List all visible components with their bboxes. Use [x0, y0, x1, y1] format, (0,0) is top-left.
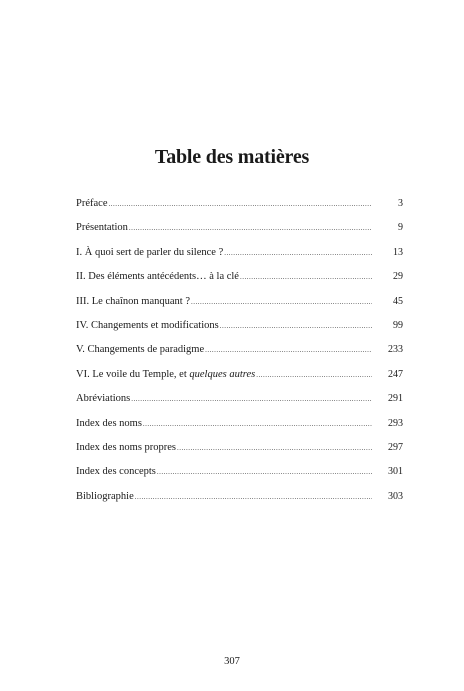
toc-entry-presentation [76, 222, 403, 246]
toc-entry-preface [76, 198, 403, 222]
toc-entry-label: Préface [76, 198, 108, 209]
toc-page-number: 297 [388, 441, 403, 453]
toc-entry-label: Index des concepts [76, 466, 156, 478]
toc-entry-chapter-6 [76, 369, 403, 393]
toc-entry-index-proper-names [76, 442, 403, 466]
toc-dot-leader [177, 444, 372, 452]
toc-entry-label [76, 369, 255, 380]
toc-entry-chapter-3 [76, 296, 403, 320]
toc-dot-leader [240, 273, 372, 281]
toc-dot-leader [205, 346, 372, 354]
toc-entry-bibliography [76, 491, 403, 515]
toc-dot-leader [256, 371, 372, 379]
toc-entry-label: IV. Changements et modifications [76, 319, 219, 331]
toc-entry-chapter-5 [76, 344, 403, 368]
page-title: Table des matières [154, 146, 310, 168]
toc-entry-label: I. À quoi sert de parler du silence ? [76, 246, 224, 258]
toc-entry-chapter-4 [76, 320, 403, 344]
toc-page-number: 29 [393, 271, 403, 283]
toc-page-number: 233 [388, 344, 403, 356]
toc-entry-label: Abréviations [76, 393, 131, 405]
toc-entry-abbreviations [76, 393, 403, 417]
page-number-footer: 307 [224, 656, 240, 667]
toc-dot-leader [131, 395, 372, 403]
toc-entry-index-names [76, 418, 403, 442]
toc-dot-leader [135, 493, 372, 501]
toc-page-number: 247 [388, 368, 403, 380]
toc-page-number: 291 [388, 393, 403, 405]
toc-entry-label: III. Le chaînon manquant ? [76, 295, 190, 307]
toc-dot-leader [129, 224, 372, 232]
toc-entry-chapter-2 [76, 271, 403, 295]
toc-entry-label: Index des noms [76, 417, 142, 429]
toc-entry-index-concepts [76, 466, 403, 490]
toc-entry-label: Bibliographie [76, 490, 134, 502]
toc-page-number: 9 [398, 222, 403, 234]
toc-dot-leader [220, 322, 372, 330]
toc-entry-chapter-1 [76, 247, 403, 271]
toc-entry-label: II. Des éléments antécédents… à la clé [76, 271, 239, 283]
toc-dot-leader [157, 468, 372, 476]
toc-page-number: 99 [393, 319, 403, 331]
toc-page-number: 303 [388, 490, 403, 502]
toc-entry-label: V. Changements de paradigme [76, 344, 205, 356]
toc-dot-leader [143, 420, 372, 428]
table-of-contents [76, 198, 403, 515]
toc-page-number: 301 [388, 466, 403, 478]
toc-page-number: 13 [393, 246, 403, 258]
toc-dot-leader [224, 249, 372, 257]
toc-entry-label-italic: quelques autres [189, 368, 256, 380]
toc-page-number: 3 [398, 198, 403, 209]
toc-entry-label: Index des noms propres [76, 441, 177, 453]
toc-page-number: 293 [388, 417, 403, 429]
toc-dot-leader [191, 298, 372, 306]
toc-dot-leader [108, 200, 372, 208]
toc-entry-label-roman: VI. Le voile du Temple, et [76, 368, 190, 380]
toc-page-number: 45 [393, 295, 403, 307]
toc-entry-label: Présentation [76, 222, 128, 234]
